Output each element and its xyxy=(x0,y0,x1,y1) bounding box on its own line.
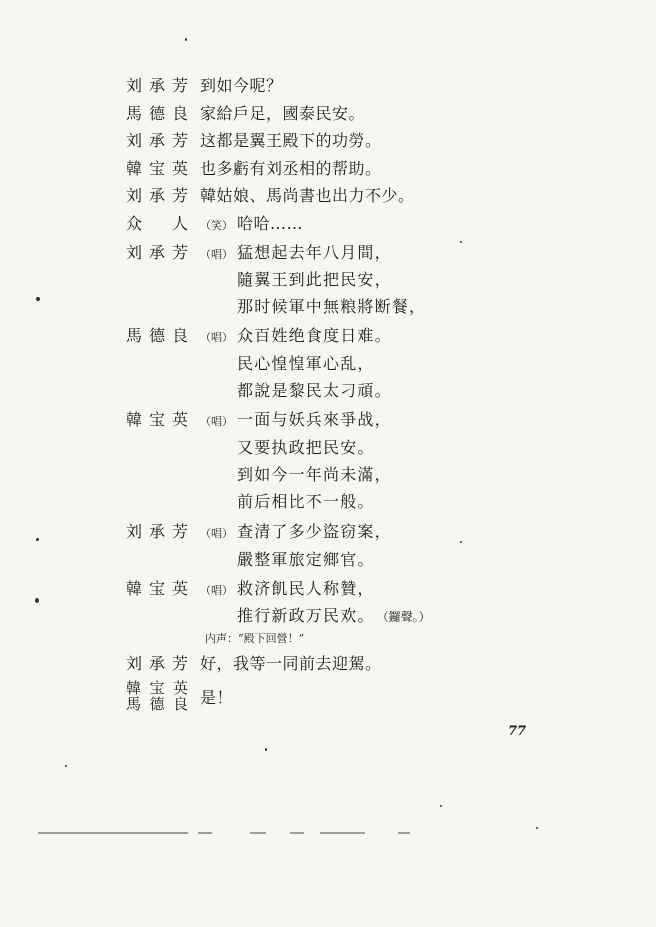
dialogue-text: 家給戶足，國泰民安。 xyxy=(200,104,366,123)
speaker-name: 刘承芳 xyxy=(126,76,188,95)
song-words: 救济飢民人称贊， xyxy=(237,579,375,598)
scan-speck xyxy=(265,748,267,751)
song-line: 又要执政把民安。 xyxy=(237,438,375,457)
speech-row xyxy=(0,297,656,327)
song-line: 嚴整軍旅定鄉官。 xyxy=(237,550,375,569)
dialogue-text: 好，我等一同前去迎駕。 xyxy=(200,654,382,673)
song-line: 都說是黎民太刁頑。 xyxy=(237,381,392,400)
speech-row xyxy=(0,104,656,134)
stage-direction: （唱） xyxy=(200,331,233,344)
dialogue-text: 这都是翼王殿下的功勞。 xyxy=(200,131,382,150)
speaker-name: 刘承芳 xyxy=(126,131,188,150)
stage-direction: （唱） xyxy=(200,248,233,261)
speech-row xyxy=(0,381,656,411)
speech-row xyxy=(0,522,656,552)
dialogue-text: 到如今呢？ xyxy=(200,76,283,95)
scan-speck xyxy=(440,805,442,807)
scan-bottom-rule xyxy=(198,832,212,834)
scan-speck xyxy=(536,827,538,829)
scan-speck xyxy=(35,598,39,603)
speaker-names-group xyxy=(126,680,188,712)
speaker-name: 众 人 xyxy=(126,214,188,233)
song-line xyxy=(200,522,392,544)
speaker-name: 刘承芳 xyxy=(126,654,188,673)
scan-bottom-rule xyxy=(38,832,188,834)
song-words: 一面与妖兵來爭战， xyxy=(237,410,392,429)
scan-speck xyxy=(460,541,462,543)
speaker-name: 刘承芳 xyxy=(126,243,188,262)
scan-speck xyxy=(185,38,187,41)
speech-row xyxy=(0,606,656,636)
song-words: 推行新政万民欢。 xyxy=(237,606,375,625)
song-line: 那时候軍中無粮將断餐， xyxy=(237,297,427,316)
speech-row xyxy=(0,579,656,609)
speaker-name: 馬德良 xyxy=(126,326,188,345)
speech-row xyxy=(0,270,656,300)
speech-row xyxy=(0,410,656,440)
song-line xyxy=(200,243,392,265)
speaker-name: 馬德良 xyxy=(126,104,188,123)
stage-direction: （笑） xyxy=(200,219,233,232)
speech-row xyxy=(0,492,656,522)
song-line xyxy=(200,410,392,432)
speaker-name: 韓宝英 xyxy=(126,159,188,178)
speech-row xyxy=(0,214,656,244)
song-line xyxy=(200,326,392,348)
song-line: 到如今一年尚未滿， xyxy=(237,465,392,484)
stage-direction: （鑼聲。） xyxy=(382,610,431,624)
dialogue-text: 是！ xyxy=(200,688,234,707)
scan-bottom-rule xyxy=(320,832,365,834)
offstage-voice: 内声：“殿下回營！” xyxy=(205,632,305,645)
page-number: 77 xyxy=(508,724,527,739)
speech-row xyxy=(0,131,656,161)
speech-row xyxy=(0,354,656,384)
scan-speck xyxy=(65,765,67,767)
speech-row xyxy=(0,243,656,273)
song-words: 查清了多少盜窃案， xyxy=(237,522,392,541)
speaker-name: 刘承芳 xyxy=(126,522,188,541)
song-words: 猛想起去年八月間， xyxy=(237,243,392,262)
song-line: 民心惶惶軍心乱， xyxy=(237,354,375,373)
speaker-name: 刘承芳 xyxy=(126,186,188,205)
scan-bottom-rule xyxy=(250,832,266,834)
speaker-name: 馬德良 xyxy=(126,695,188,713)
dialogue-text: 韓姑娘、馬尚書也出力不少。 xyxy=(200,186,415,205)
scan-speck xyxy=(36,538,39,541)
song-words: 众百姓绝食度日难。 xyxy=(237,326,392,345)
speech-row xyxy=(0,550,656,580)
speech-row xyxy=(0,76,656,106)
speech-row xyxy=(0,159,656,189)
speech-row xyxy=(0,465,656,495)
scan-bottom-rule xyxy=(398,832,410,834)
dialogue-words: 哈哈…… xyxy=(237,214,304,233)
speech-row xyxy=(0,680,656,720)
dialogue-text xyxy=(200,214,303,236)
song-line xyxy=(200,579,375,601)
stage-direction: （唱） xyxy=(200,527,233,540)
song-line xyxy=(237,606,431,627)
speech-row xyxy=(0,438,656,468)
scan-speck xyxy=(460,241,462,243)
speech-row xyxy=(0,326,656,356)
speaker-name: 韓宝英 xyxy=(126,579,188,598)
dialogue-text: 也多虧有刘丞相的帮助。 xyxy=(200,159,382,178)
scan-bottom-rule xyxy=(290,832,304,834)
speaker-name: 韓宝英 xyxy=(126,410,188,429)
speaker-name: 韓宝英 xyxy=(126,679,188,697)
stage-direction: （唱） xyxy=(200,415,233,428)
song-line: 前后相比不一般。 xyxy=(237,492,375,511)
song-line: 隨翼王到此把民安， xyxy=(237,270,392,289)
scan-speck xyxy=(36,297,40,301)
stage-direction: （唱） xyxy=(200,584,233,597)
speech-row xyxy=(0,186,656,216)
